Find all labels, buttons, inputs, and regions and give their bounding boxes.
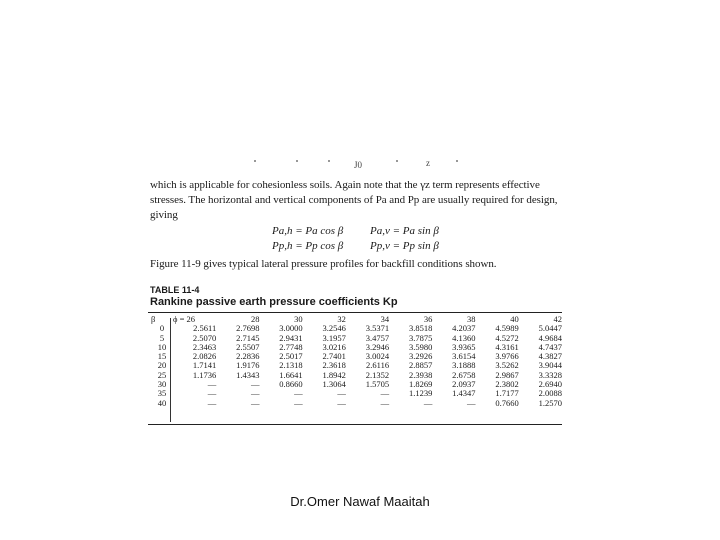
kp-value-cell: 3.0000 — [279, 323, 303, 334]
kp-value-cell: 3.9365 — [452, 341, 476, 352]
kp-value-cell: 3.7875 — [408, 332, 433, 343]
kp-value-cell: 4.1360 — [452, 332, 476, 343]
kp-value-cell: 2.0088 — [538, 388, 562, 399]
kp-value-cell: 1.5705 — [365, 379, 390, 390]
phi-col-header: 28 — [250, 314, 260, 324]
kp-value-cell: 4.3827 — [538, 351, 562, 362]
kp-value-cell: — — [207, 388, 217, 399]
kp-value-cell: 3.9044 — [538, 360, 562, 371]
kp-value-cell: 3.2926 — [408, 351, 433, 362]
kp-value-cell: 1.4347 — [452, 388, 476, 399]
kp-value-cell: 2.9867 — [495, 369, 519, 380]
kp-value-cell: 3.1957 — [322, 332, 346, 343]
author-footer: Dr.Omer Nawaf Maaitah — [290, 494, 430, 509]
kp-value-cell: 3.5980 — [408, 341, 433, 352]
kp-value-cell: — — [207, 397, 217, 408]
top-fragment-b: z — [426, 158, 430, 168]
kp-value-cell: 4.2037 — [452, 323, 476, 334]
table-top-rule — [148, 312, 562, 313]
kp-value-cell: 3.6154 — [452, 351, 476, 362]
table-bottom-rule — [148, 424, 562, 425]
paragraph-cohesionless: which is applicable for cohesionless soils. Again note that the γz term represents effective stresses. The horizontal and vertical components of Pa and Pp are usually required for design, giving — [150, 179, 558, 221]
top-fragment-a: J0 — [354, 160, 363, 170]
kp-value-cell: 3.9766 — [495, 351, 519, 362]
ink-dot — [456, 160, 458, 162]
beta-cell: 0 — [159, 323, 165, 334]
kp-value-cell: — — [467, 397, 476, 408]
kp-value-cell: — — [380, 397, 390, 408]
kp-value-cell: 1.6641 — [279, 369, 303, 380]
kp-value-cell: 1.9176 — [236, 360, 260, 371]
ink-dot — [296, 160, 298, 162]
paragraph-figure-ref: Figure 11-9 gives typical lateral pressure profiles for backfill conditions shown. — [150, 258, 497, 270]
kp-value-cell: 3.8518 — [408, 323, 433, 334]
kp-value-cell: — — [423, 397, 433, 408]
kp-value-cell: 1.2570 — [538, 397, 562, 408]
kp-value-cell: 2.1318 — [279, 360, 303, 371]
kp-value-cell: 3.0024 — [365, 351, 390, 362]
kp-value-cell: 2.6116 — [366, 360, 390, 371]
kp-value-cell: 0.7660 — [495, 397, 519, 408]
kp-value-cell: 2.8857 — [408, 360, 433, 371]
phi-col-header: 32 — [337, 314, 346, 324]
kp-coefficient-table — [148, 315, 562, 408]
phi-col-header: 36 — [423, 314, 433, 324]
table-row — [148, 399, 562, 408]
kp-value-cell: 2.5611 — [193, 323, 217, 334]
kp-value-cell: 1.7141 — [192, 360, 217, 371]
kp-value-cell: 3.5262 — [495, 360, 519, 371]
phi-col-header: 38 — [467, 314, 476, 324]
kp-value-cell: 2.7698 — [236, 323, 260, 334]
kp-value-cell: 4.5272 — [495, 332, 519, 343]
equation-ppv: Pp,v = Pp sin β — [370, 240, 439, 252]
kp-value-cell: 5.0447 — [538, 323, 562, 334]
ink-dot — [328, 160, 330, 162]
beta-cell: 40 — [157, 397, 167, 408]
beta-cell: 5 — [159, 332, 165, 343]
kp-value-cell: — — [337, 388, 346, 399]
ink-dot — [396, 160, 398, 162]
kp-value-cell: 3.3328 — [538, 369, 562, 380]
ink-dot — [254, 160, 256, 162]
phi-col-header: 42 — [553, 314, 562, 324]
kp-value-cell: 2.5507 — [236, 341, 260, 352]
beta-cell: 15 — [157, 351, 167, 362]
kp-value-cell: 2.6758 — [452, 369, 476, 380]
kp-value-cell: 1.7177 — [495, 388, 519, 399]
kp-value-cell: 1.1736 — [192, 369, 217, 380]
kp-value-cell: 2.5017 — [279, 351, 303, 362]
kp-value-cell: 2.5070 — [192, 332, 217, 343]
kp-value-cell: 3.5371 — [365, 323, 390, 334]
kp-value-cell: 4.9684 — [538, 332, 562, 343]
kp-value-cell: — — [337, 397, 346, 408]
kp-value-cell: 3.0216 — [322, 341, 346, 352]
kp-value-cell: — — [207, 379, 217, 390]
beta-cell: 10 — [157, 341, 167, 352]
phi-col-header: 40 — [510, 314, 519, 324]
phi-col-header: 30 — [294, 314, 303, 324]
beta-cell: 25 — [157, 369, 167, 380]
kp-value-cell: 2.2836 — [236, 351, 260, 362]
kp-value-cell: 3.2946 — [365, 341, 390, 352]
equation-pah: Pa,h = Pa cos β — [272, 225, 344, 237]
beta-cell: 35 — [157, 388, 167, 399]
kp-value-cell: — — [294, 388, 303, 399]
kp-value-cell: — — [380, 388, 390, 399]
table-number: TABLE 11-4 — [150, 285, 200, 295]
kp-value-cell: 2.3938 — [408, 369, 433, 380]
phi-header: ϕ = 26 — [173, 314, 196, 324]
kp-value-cell: 2.6940 — [538, 379, 562, 390]
kp-value-cell: 2.7401 — [322, 351, 346, 362]
phi-col-header: 34 — [380, 314, 390, 324]
kp-value-cell: 2.7748 — [279, 341, 303, 352]
kp-value-cell: — — [250, 379, 260, 390]
kp-value-cell: 3.1888 — [452, 360, 476, 371]
kp-value-cell: — — [250, 397, 260, 408]
table-title: Rankine passive earth pressure coefficients Kp — [150, 296, 398, 308]
kp-value-cell: 2.0937 — [452, 379, 476, 390]
kp-value-cell: 1.8269 — [408, 379, 433, 390]
kp-value-cell: 2.3802 — [495, 379, 519, 390]
kp-value-cell: 2.7145 — [236, 332, 260, 343]
kp-value-cell: 4.7437 — [538, 341, 562, 352]
kp-value-cell: 3.2546 — [322, 323, 346, 334]
kp-value-cell: — — [294, 397, 303, 408]
kp-value-cell: 4.5989 — [495, 323, 519, 334]
kp-value-cell: 1.8942 — [322, 369, 346, 380]
kp-value-cell: 2.3618 — [322, 360, 346, 371]
kp-value-cell: 4.3161 — [495, 341, 519, 352]
beta-cell: 20 — [157, 360, 167, 371]
equation-pav: Pa,v = Pa sin β — [370, 225, 439, 237]
beta-header: β — [151, 314, 156, 324]
kp-value-cell: 0.8660 — [279, 379, 303, 390]
beta-cell: 30 — [157, 379, 167, 390]
kp-value-cell: 2.0826 — [192, 351, 217, 362]
kp-value-cell: 1.4343 — [236, 369, 260, 380]
kp-value-cell: — — [250, 388, 260, 399]
kp-value-cell: 2.9431 — [279, 332, 303, 343]
kp-value-cell: 3.4757 — [365, 332, 390, 343]
kp-value-cell: 1.1239 — [408, 388, 433, 399]
kp-value-cell: 1.3064 — [322, 379, 346, 390]
kp-value-cell: 2.3463 — [192, 341, 217, 352]
kp-value-cell: 2.1352 — [365, 369, 390, 380]
equation-pph: Pp,h = Pp cos β — [272, 240, 344, 252]
cropped-top-line — [150, 158, 570, 172]
